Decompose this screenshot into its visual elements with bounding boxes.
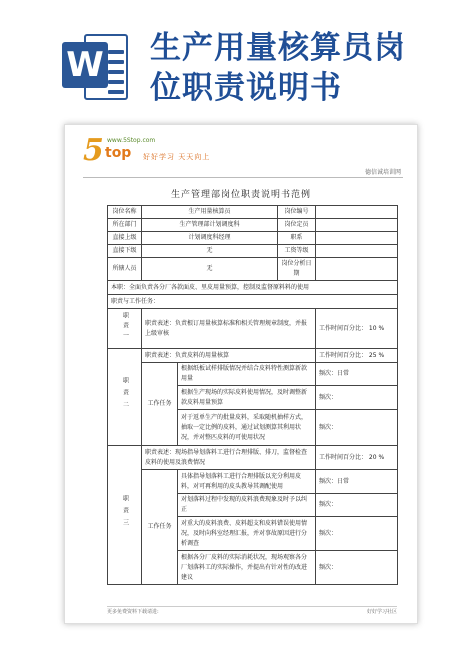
table-row (108, 232, 398, 245)
table-cell (316, 232, 398, 245)
task-frequency: 频次： (316, 386, 398, 410)
header-banner (0, 0, 474, 128)
task-text: 对重大的皮料浪费、皮料超支和皮料错误使用情况，及时向科室经理汇报，并对事故原因进行分析调查 (178, 517, 316, 551)
table-cell: 所辖人员 (108, 258, 142, 281)
task-label: 工作任务 (142, 470, 178, 585)
table-row (108, 219, 398, 232)
duty3-label: 职责三 (121, 495, 129, 531)
duty-label (108, 309, 142, 349)
table-cell (316, 206, 398, 219)
site-logo (83, 135, 223, 167)
duty-description: 职责表述：现场指导划落料工进行合理排版、排刀，监督检查皮料的使用及浪费情况 (142, 446, 316, 470)
document-title: 生产管理部岗位职责说明书范例 (170, 190, 311, 200)
table-cell: 直接上级 (108, 232, 142, 245)
table-cell: 生产管理部计划调度科 (142, 219, 278, 232)
banner-title (150, 28, 406, 108)
table-cell: 无 (142, 245, 278, 258)
task-text: 根据各分厂皮料的实际消耗状况，现场观察各分厂划落料工的实际操作，并提出有针对性的改进建议 (178, 551, 316, 585)
duties-header: 职责与工作任务： (108, 295, 398, 309)
table-row (108, 281, 398, 295)
table-cell: 职系 (278, 232, 316, 245)
task-label: 工作任务 (142, 363, 178, 446)
task-text: 根据生产现场的实际皮料使用情况，及时调整新款皮料用量预算 (178, 386, 316, 410)
task-frequency: 频次： (316, 517, 398, 551)
duty2-label: 职责二 (121, 377, 129, 413)
task-frequency: 频次： (316, 410, 398, 446)
table-cell: 岗位编号 (278, 206, 316, 219)
logo-slogan: 好好学习 天天向上 (143, 153, 211, 161)
table-cell: 直接下级 (108, 245, 142, 258)
job-spec-table (107, 205, 398, 585)
banner-title-line2: 位职责说明书 (150, 70, 342, 106)
task-frequency: 频次：日常 (316, 363, 398, 386)
task-text: 根据纸板试样排版情况并结合皮料特性测算新款用量 (178, 363, 316, 386)
duty1-label: 职责一 (121, 311, 129, 342)
banner-title-line1: 生产用量核算员岗 (150, 30, 406, 66)
duty-label (108, 349, 142, 446)
table-cell: 所在部门 (108, 219, 142, 232)
table-row (108, 206, 398, 219)
duty-description: 职责表述：负责皮料的用量核算 (142, 349, 316, 363)
table-row (108, 258, 398, 281)
task-text: 具体指导划落料工进行合理排版以充分利用皮料，对可再利用的皮头教导其调配使用 (178, 470, 316, 494)
table-cell: 工资等级 (278, 245, 316, 258)
table-row (108, 295, 398, 309)
table-cell: 计划调度科经理 (142, 232, 278, 245)
table-cell: 生产用量核算员 (142, 206, 278, 219)
footer-divider (107, 606, 397, 607)
table-cell (316, 258, 398, 281)
table-row (108, 245, 398, 258)
task-frequency: 频次：日常 (316, 470, 398, 494)
task-frequency: 频次： (316, 551, 398, 585)
table-row (108, 446, 398, 470)
table-row (108, 349, 398, 363)
task-frequency: 频次： (316, 494, 398, 517)
table-cell (316, 245, 398, 258)
duty-time-percent: 工作时间百分比： 20 % (316, 446, 398, 470)
document-preview (64, 124, 418, 624)
duty-description: 职责表述：负责根订用量核算标准和相关管理规章制度，并报上级审核 (142, 309, 316, 349)
site-name: 德信诚培训网 (364, 169, 401, 176)
word-document-icon (62, 28, 134, 108)
table-cell: 岗位名称 (108, 206, 142, 219)
logo-url: www.5Stop.com (107, 137, 156, 144)
table-row (108, 363, 398, 386)
footer-right-text: 好好学习社区 (366, 609, 397, 615)
duty-label (108, 446, 142, 585)
job-summary: 本职：全面负责各分厂各款面皮、里皮用量预算，控制及监督原料料的使用 (108, 281, 398, 295)
table-cell (316, 219, 398, 232)
duty-time-percent: 工作时间百分比： 10 % (316, 309, 398, 349)
logo-top: top (105, 145, 132, 161)
word-letter-tile: W (62, 42, 108, 88)
table-cell: 无 (142, 258, 278, 281)
table-cell: 岗位定员 (278, 219, 316, 232)
header-divider (83, 177, 403, 178)
task-text: 对划落料过程中发现的皮料浪费现象及时予以纠正 (178, 494, 316, 517)
footer-left-text: 更多免费资料下载请进: (107, 609, 159, 615)
duty-time-percent: 工作时间百分比： 25 % (316, 349, 398, 363)
logo-five: 5 (83, 133, 104, 168)
table-cell: 岗位分析日期 (278, 258, 316, 281)
table-row (108, 470, 398, 494)
table-row (108, 309, 398, 349)
task-text: 对于返单生产的批量皮料，采取随机抽样方式，抽取一定比例的皮料，通过试划测算其利用状况，并对整匹皮料的可使用状况 (178, 410, 316, 446)
